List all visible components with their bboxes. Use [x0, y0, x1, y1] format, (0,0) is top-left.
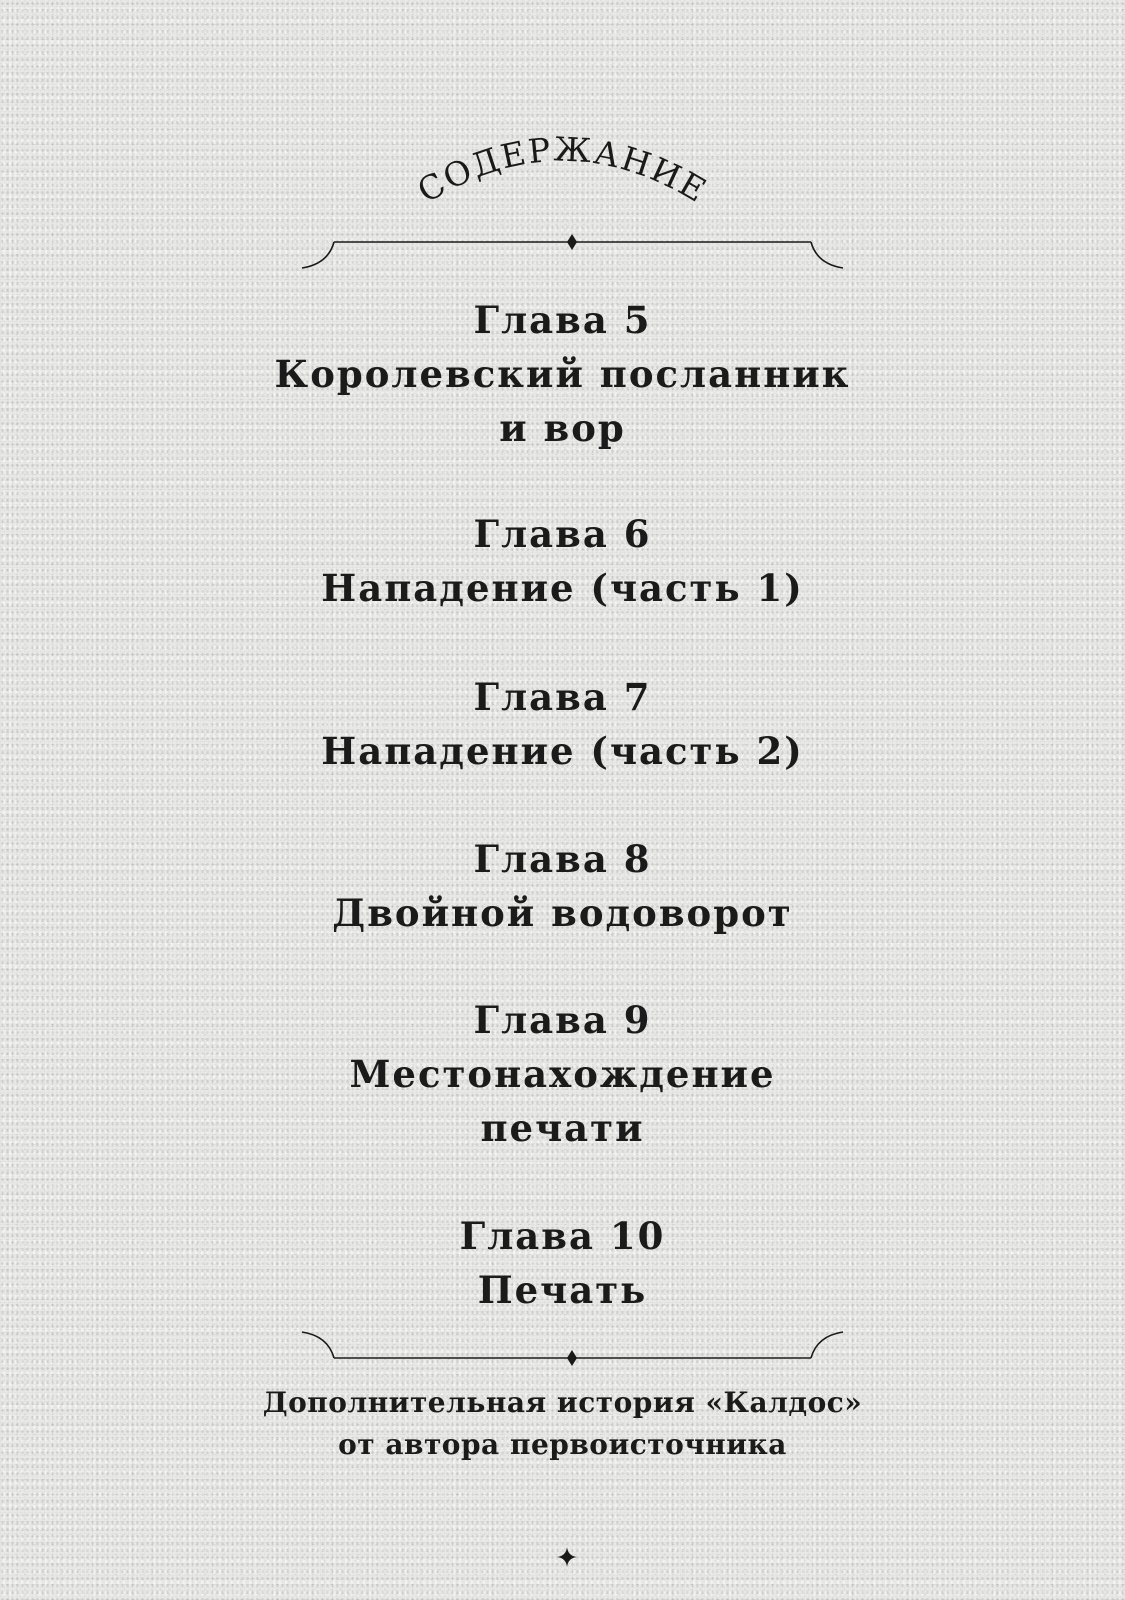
extra-story-line1: Дополнительная история «Калдос» — [262, 1386, 863, 1419]
chapter-title-line: Печать — [477, 1268, 648, 1312]
chapter-9[interactable] — [0, 993, 1125, 1155]
svg-text:СОДЕРЖАНИЕ — [411, 129, 714, 210]
chapter-6[interactable] — [0, 507, 1125, 615]
diamond-icon — [567, 234, 577, 250]
chapter-7[interactable] — [0, 670, 1125, 778]
chapter-5[interactable] — [0, 293, 1125, 455]
chapter-title-line: и вор — [499, 406, 626, 450]
chapter-number: Глава 9 — [473, 998, 652, 1042]
chapter-title-line: печати — [480, 1106, 645, 1150]
chapter-title-line: Королевский посланник — [274, 352, 851, 396]
chapter-number: Глава 8 — [473, 837, 652, 881]
star-ornament-icon — [555, 1545, 579, 1569]
extra-story[interactable] — [0, 1382, 1125, 1466]
chapter-number: Глава 6 — [473, 512, 652, 556]
contents-heading — [0, 0, 1125, 260]
chapter-title-line: Нападение (часть 2) — [321, 729, 804, 773]
contents-heading-text: СОДЕРЖАНИЕ — [410, 129, 715, 211]
top-divider-ornament — [300, 228, 845, 278]
chapter-10[interactable] — [0, 1209, 1125, 1317]
chapter-title-line: Двойной водоворот — [332, 891, 793, 935]
chapter-title-line: Местонахождение — [349, 1052, 776, 1096]
chapter-title-line: Нападение (часть 1) — [321, 566, 804, 610]
extra-story-line2: от автора первоисточника — [338, 1428, 787, 1461]
chapter-number: Глава 7 — [473, 675, 652, 719]
chapter-number: Глава 5 — [473, 298, 652, 342]
chapter-number: Глава 10 — [459, 1214, 666, 1258]
diamond-icon — [567, 1350, 577, 1366]
bottom-divider-ornament — [300, 1328, 845, 1378]
chapter-8[interactable] — [0, 832, 1125, 940]
